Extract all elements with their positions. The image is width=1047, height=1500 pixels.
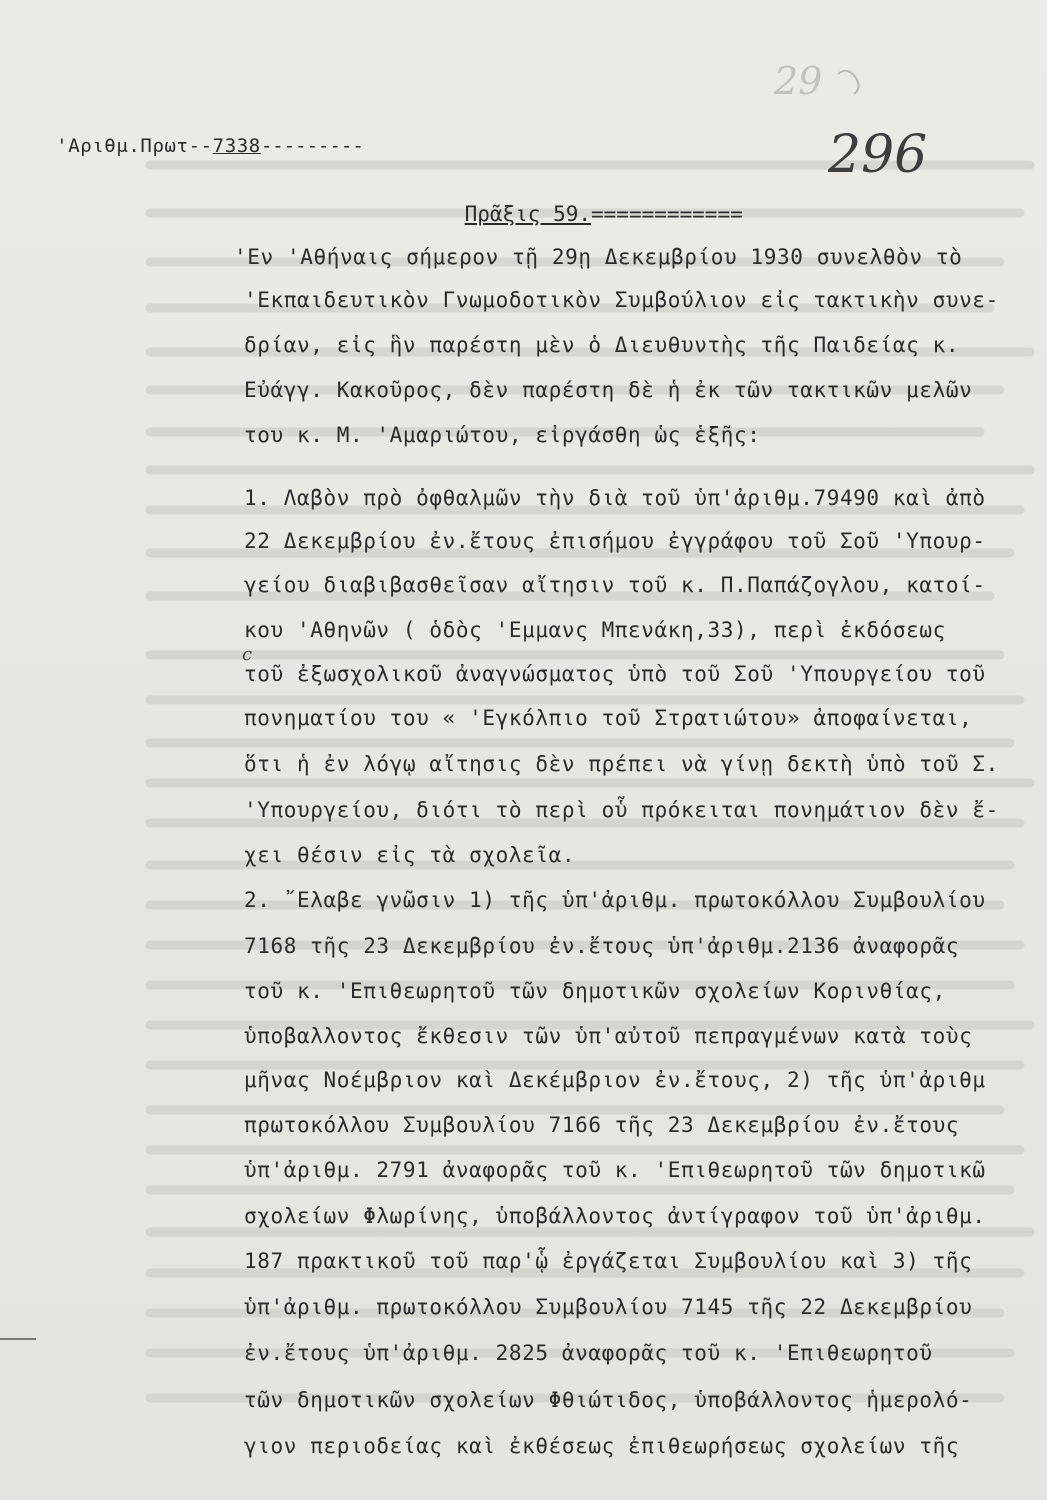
- body-line: ὑπ'ἀριθμ. 2791 ἀναφορᾶς τοῦ κ. 'Επιθεωρητοῦ τῶν δημοτικῶ: [244, 1158, 986, 1182]
- document-title: [414, 178, 743, 250]
- body-line: τοῦ ἐξωσχολικοῦ ἀναγνώσματος ὑπὸ τοῦ Σοῦ 'Υπουργείου τοῦ: [244, 662, 986, 686]
- body-line: δρίαν, εἰς ἣν παρέστη μὲν ὁ Διευθυντὴς τῆς Παιδείας κ.: [244, 333, 960, 357]
- body-line: γείου διαβιβασθεῖσαν αἴτησιν τοῦ κ. Π.Παπάζογλου, κατοί-: [244, 573, 986, 597]
- svg-text:c: c: [242, 644, 253, 665]
- body-line: ὑπ'ἀριθμ. πρωτοκόλλου Συμβουλίου 7145 τῆς 22 Δεκεμβρίου: [244, 1295, 973, 1319]
- margin-mark: [0, 1338, 36, 1340]
- protocol-value: 7338: [212, 135, 261, 157]
- handwritten-page-number: [826, 118, 936, 188]
- body-line: 'Εν 'Αθήναις σήμερον τῇ 29ῃ Δεκεμβρίου 1930 συνελθὸν τὸ: [234, 245, 963, 269]
- handwritten-pencil-number: [770, 52, 880, 112]
- body-line: τοῦ κ. 'Επιθεωρητοῦ τῶν δημοτικῶν σχολείων Κορινθίας,: [244, 979, 946, 1003]
- body-line: τῶν δημοτικῶν σχολείων Φθιώτιδος, ὑποβάλλοντος ἡμερολό-: [244, 1388, 973, 1412]
- body-line: του κ. Μ. 'Αμαριώτου, εἰργάσθη ὡς ἑξῆς:: [244, 423, 761, 447]
- body-line: χει θέσιν εἰς τὰ σχολεῖα.: [244, 843, 576, 867]
- body-line: ὑποβαλλοντος ἔκθεσιν τῶν ὑπ'αὐτοῦ πεπραγμένων κατὰ τοὺς: [244, 1024, 973, 1048]
- protocol-number: [8, 118, 364, 175]
- body-line: Εὐάγγ. Κακοῦρος, δὲν παρέστη δὲ ἡ ἐκ τῶν τακτικῶν μελῶν: [244, 378, 973, 402]
- body-line: 2. ῎Ελαβε γνῶσιν 1) τῆς ὑπ'ἀριθμ. πρωτοκόλλου Συμβουλίου: [244, 888, 986, 912]
- body-line: γιον περιοδείας καὶ ἐκθέσεως ἐπιθεωρήσεως σχολείων τῆς: [244, 1434, 960, 1458]
- body-line: 'Υπουργείου, διότι τὸ περὶ οὗ πρόκειται πονημάτιον δὲν ἔ-: [244, 798, 999, 822]
- body-line: 7168 τῆς 23 Δεκεμβρίου ἐν.ἔτους ὑπ'ἀριθμ.2136 ἀναφορᾶς: [244, 934, 960, 958]
- body-line: ἐν.ἔτους ὑπ'ἀριθμ. 2825 ἀναφορᾶς τοῦ κ. 'Επιθεωρητοῦ: [244, 1341, 933, 1365]
- svg-text:29: 29: [774, 59, 823, 103]
- body-line: κου 'Αθηνῶν ( ὁδὸς 'Εμμανς Μπενάκη,33), περὶ ἐκδόσεως: [244, 618, 946, 642]
- body-line: 187 πρακτικοῦ τοῦ παρ'ᾧ ἐργάζεται Συμβουλίου καὶ 3) τῆς: [244, 1249, 973, 1273]
- protocol-dashes: ---------: [260, 135, 364, 157]
- body-line: μῆνας Νοέμβριον καὶ Δεκέμβριον ἐν.ἔτους, 2) τῆς ὑπ'ἀριθμ: [244, 1068, 986, 1092]
- protocol-label: 'Αριθμ.Πρωτ--: [56, 135, 213, 157]
- title-text: Πρᾶξις 59.: [464, 202, 592, 226]
- body-line: 22 Δεκεμβρίου ἐν.ἔτους ἐπισήμου ἐγγράφου τοῦ Σοῦ 'Υπουρ-: [244, 529, 986, 553]
- body-line: 1. Λαβὸν πρὸ ὀφθαλμῶν τὴν διὰ τοῦ ὑπ'ἀριθμ.79490 καὶ ἀπὸ: [244, 486, 986, 510]
- body-line: πονηματίου του « 'Εγκόλπιο τοῦ Στρατιώτου» ἀποφαίνεται,: [244, 706, 973, 730]
- title-rule: ============: [591, 202, 743, 226]
- body-line: πρωτοκόλλου Συμβουλίου 7166 τῆς 23 Δεκεμβρίου ἐν.ἔτους: [244, 1113, 960, 1137]
- body-line: 'Εκπαιδευτικὸν Γνωμοδοτικὸν Συμβούλιον εἰς τακτικὴν συνε-: [244, 288, 999, 312]
- svg-text:296: 296: [828, 125, 928, 185]
- body-line: σχολείων Φλωρίνης, ὑποβάλλοντος ἀντίγραφον τοῦ ὑπ'ἀριθμ.: [244, 1204, 986, 1228]
- body-line: ὅτι ἡ ἐν λόγῳ αἴτησις δὲν πρέπει νὰ γίνῃ δεκτὴ ὑπὸ τοῦ Σ.: [244, 752, 999, 776]
